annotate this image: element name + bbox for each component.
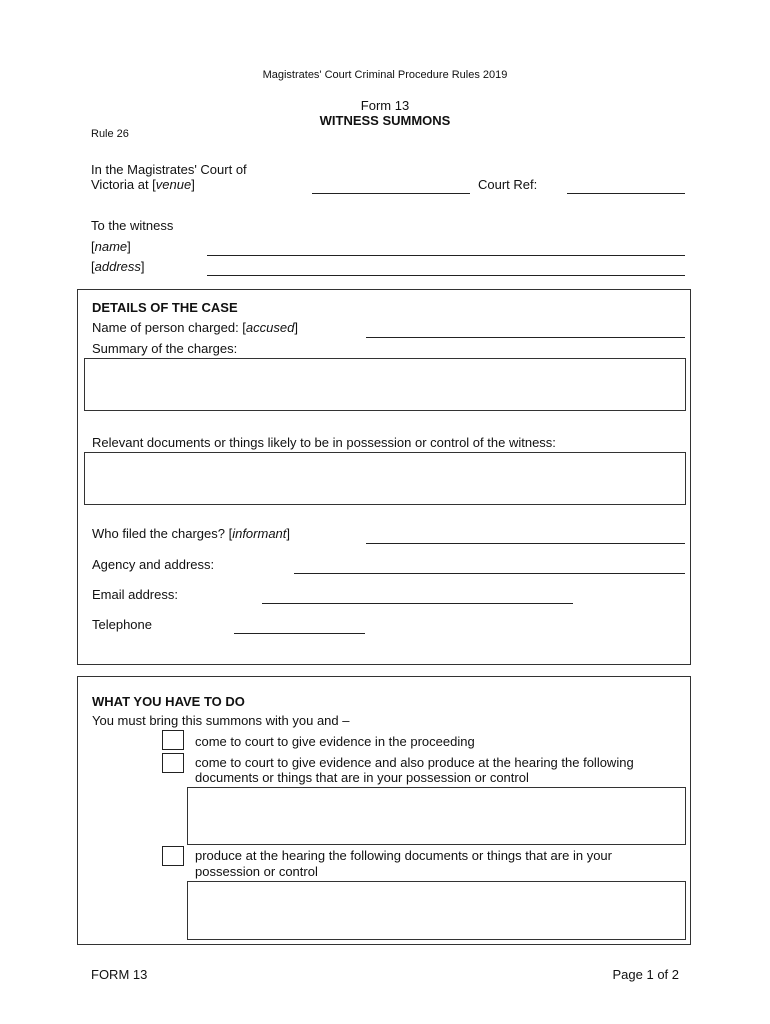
form-title: WITNESS SUMMONS [319,113,451,128]
footer-page-number: Page 1 of 2 [612,967,679,982]
venue-field[interactable] [312,193,470,194]
informant-label [92,526,290,541]
court-line-1: In the Magistrates' Court of [91,162,247,177]
documents-label: Relevant documents or things likely to be in possession or control of the witness: [92,435,556,450]
accused-placeholder: accused [245,320,295,335]
email-label: Email address: [92,587,178,602]
venue-prefix: Victoria at [ [91,177,156,192]
telephone-field[interactable] [234,633,365,634]
agency-field[interactable] [294,573,685,574]
option-evidence-and-produce-line-1: come to court to give evidence and also produce at the hearing the following [195,755,634,770]
what-to-do-heading: WHAT YOU HAVE TO DO [92,694,245,709]
agency-label: Agency and address: [92,557,215,572]
summary-textbox[interactable] [84,358,686,411]
footer-form-label: FORM 13 [91,967,148,982]
witness-name-label: [name] [91,239,131,254]
option-give-evidence-checkbox[interactable] [162,730,184,750]
rule-reference: Rule 26 [91,128,129,140]
witness-name-field[interactable] [207,255,685,256]
accused-field[interactable] [366,337,685,338]
summary-label: Summary of the charges: [92,341,238,356]
witness-address-label: [address] [91,259,145,274]
case-details-heading: DETAILS OF THE CASE [92,300,238,315]
telephone-label: Telephone [92,617,152,632]
address-placeholder: address [94,259,141,274]
evidence-documents-textbox[interactable] [187,787,686,845]
what-to-do-intro: You must bring this summons with you and – [92,713,350,728]
option-produce-only-checkbox[interactable] [162,846,184,866]
name-placeholder: name [94,239,128,254]
court-venue-line [91,177,195,192]
informant-placeholder: informant [232,526,287,541]
venue-placeholder: venue [155,177,192,192]
option-give-evidence-label: come to court to give evidence in the proceeding [195,734,475,749]
witness-address-field[interactable] [207,275,685,276]
option-evidence-and-produce-line-2: documents or things that are in your possession or control [195,770,529,785]
option-evidence-and-produce-checkbox[interactable] [162,753,184,773]
informant-field[interactable] [366,543,685,544]
court-ref-field[interactable] [567,193,685,194]
court-ref-label: Court Ref: [478,177,538,192]
form-number: Form 13 [360,98,410,113]
email-field[interactable] [262,603,573,604]
running-title: Magistrates' Court Criminal Procedure Rules 2019 [262,69,508,81]
witness-heading: To the witness [91,218,174,233]
informant-suffix: ] [286,526,291,541]
accused-label [92,320,298,335]
option-produce-only-line-1: produce at the hearing the following documents or things that are in your [195,848,612,863]
accused-suffix: ] [294,320,298,335]
option-produce-only-line-2: possession or control [195,864,318,879]
produce-documents-textbox[interactable] [187,881,686,940]
accused-prefix: Name of person charged: [ [92,320,246,335]
venue-suffix: ] [191,177,195,192]
documents-textbox[interactable] [84,452,686,505]
informant-prefix: Who filed the charges? [ [92,526,233,541]
